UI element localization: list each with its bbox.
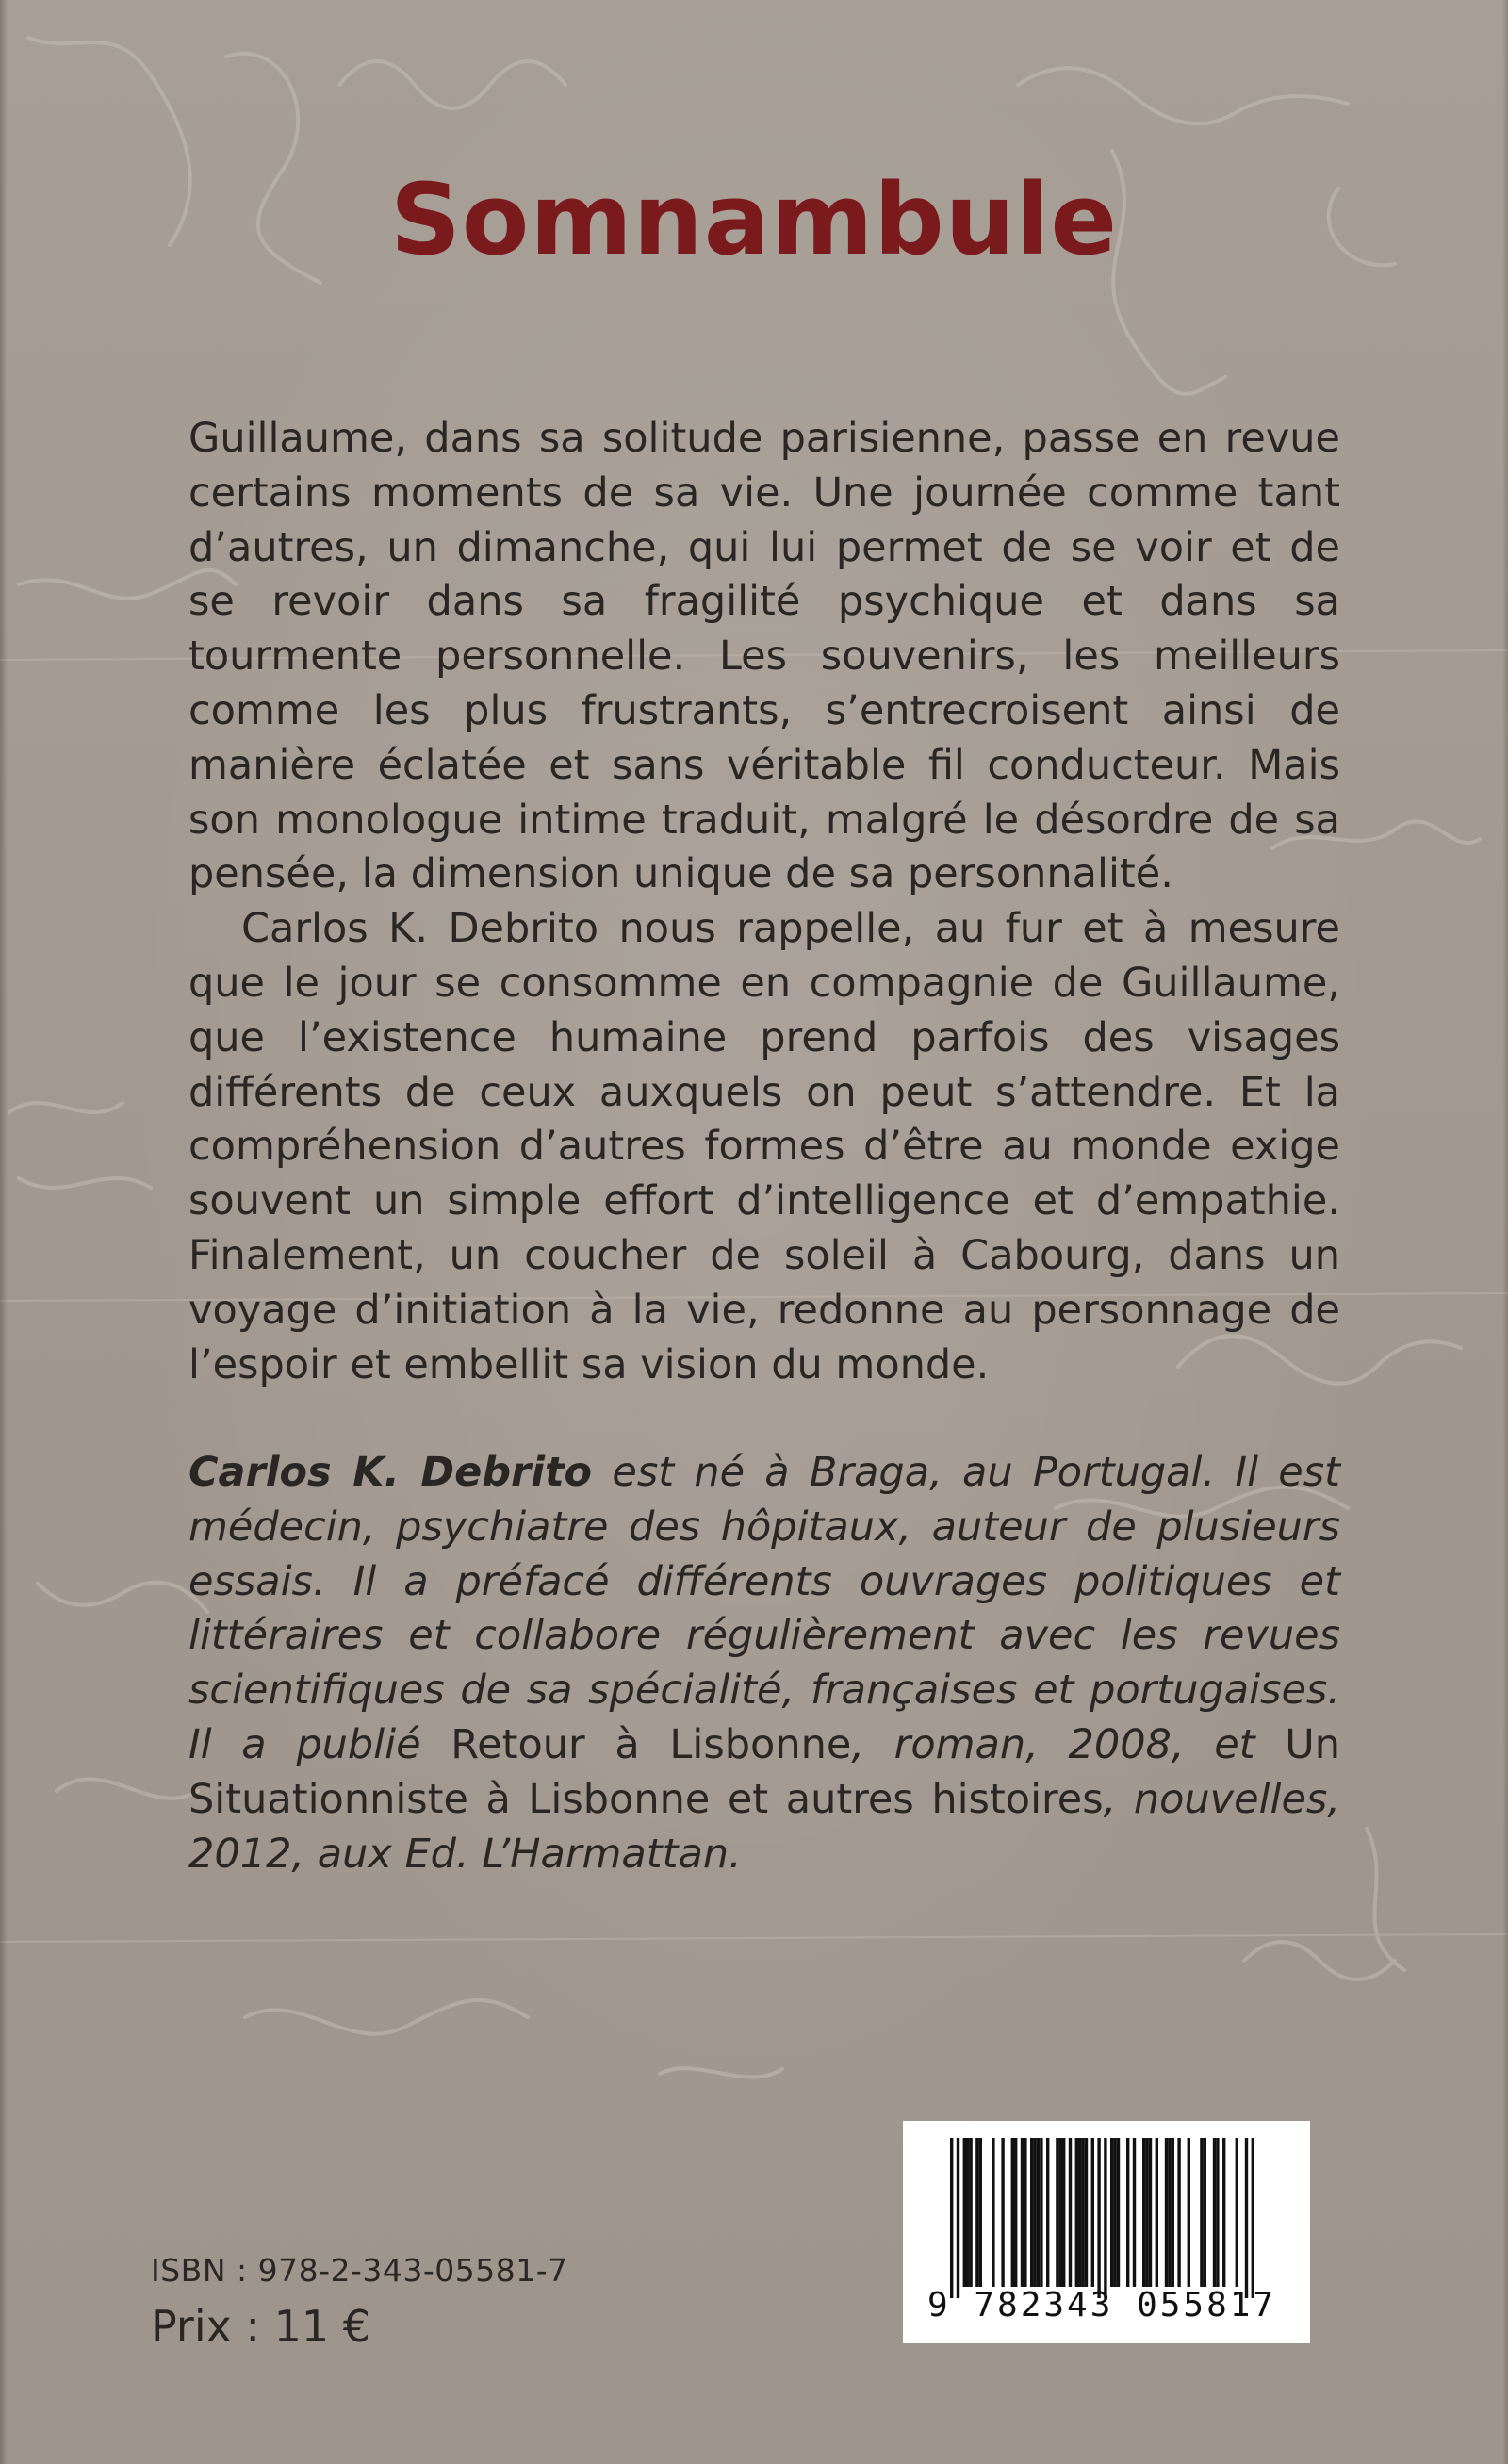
book-summary: [188, 412, 1340, 1392]
barcode-bar: [1200, 2138, 1203, 2287]
barcode-bar: [1104, 2138, 1106, 2298]
barcode-bar: [969, 2138, 972, 2287]
barcode-bar: [1062, 2138, 1065, 2287]
author-name: Carlos K. Debrito: [188, 1449, 593, 1496]
barcode-bar: [1021, 2138, 1024, 2287]
barcode-bar: [957, 2138, 959, 2298]
barcode-bar: [1059, 2138, 1062, 2287]
summary-paragraph-1: Guillaume, dans sa solitude parisienne, passe en revue certains moments de sa vie. Une journée comme tant d’autres, un dimanche, qui lui permet de se voir et de se revoir dans sa fragilité psychique et dans sa tourmente personnelle. Les souvenirs, les meilleurs comme les plus frustrants, s’entrecroisent ainsi de manière éclatée et sans véritable fil conducteur. Mais son monologue intime traduit, malgré le désordre de sa pensée, la dimension unique de sa personnalité.: [188, 415, 1340, 898]
barcode-bar: [1177, 2138, 1180, 2287]
barcode-bar: [1040, 2138, 1042, 2287]
barcode-bar: [1078, 2138, 1081, 2287]
barcode-bar: [1213, 2138, 1216, 2287]
barcode-bar: [1110, 2138, 1113, 2287]
barcode-bar: [1252, 2138, 1254, 2298]
book-title: Somnambule: [390, 162, 1118, 277]
summary-paragraph-2: Carlos K. Debrito nous rappelle, au fur et à mesure que le jour se consomme en compagnie de Guillaume, que l’existence humaine prend parfois des visages différents de ceux auxquels on peut s’attendre. Et la compréhension d’autres formes d’être au monde exige souvent un simple effort d’intelligence et d’empathie. Finalement, un coucher de soleil à Cabourg, dans un voyage d’initiation à la vie, redonne au personnage de l’espoir et embellit sa vision du monde.: [188, 905, 1340, 1388]
edge-shadow: [1502, 0, 1508, 2464]
barcode: [903, 2121, 1310, 2343]
barcode-bar: [979, 2138, 982, 2287]
barcode-bar: [992, 2138, 994, 2287]
barcode-bar: [1046, 2138, 1049, 2287]
barcode-bar: [1188, 2138, 1190, 2287]
barcode-bar: [1236, 2138, 1238, 2287]
barcode-bar: [1081, 2138, 1084, 2287]
barcode-bar: [1030, 2138, 1033, 2287]
barcode-bar: [975, 2138, 978, 2287]
barcode-bar: [1056, 2138, 1058, 2287]
barcode-digits: 9 782343 055817: [927, 2286, 1277, 2324]
barcode-bar: [1117, 2138, 1120, 2287]
barcode-bar: [1097, 2138, 1100, 2298]
barcode-bar: [966, 2138, 969, 2287]
barcode-bar: [1024, 2138, 1026, 2287]
barcode-bar: [950, 2138, 953, 2298]
barcode-bar: [1245, 2138, 1248, 2298]
spine-shadow: [0, 0, 8, 2464]
isbn-label: ISBN : 978-2-343-05581-7: [151, 2252, 568, 2289]
barcode-bar: [1001, 2138, 1004, 2287]
barcode-bar: [1165, 2138, 1168, 2287]
barcode-bar: [1142, 2138, 1145, 2287]
barcode-bar: [1075, 2138, 1078, 2287]
barcode-bar: [1145, 2138, 1148, 2287]
barcode-bar: [1216, 2138, 1219, 2287]
barcode-bar: [1033, 2138, 1036, 2287]
barcode-bar: [1168, 2138, 1171, 2287]
barcode-bar: [1156, 2138, 1158, 2287]
barcode-bar: [1069, 2138, 1072, 2287]
barcode-bar: [1014, 2138, 1017, 2287]
bio-text-3: , nouvelles, 2012, aux Ed. L’Harmattan.: [188, 1775, 1340, 1878]
barcode-bar: [1149, 2138, 1152, 2287]
bio-text-1: est né à Braga, au Portugal. Il est médecin, psychiatre des hôpitaux, auteur de plusieurs essais. Il a préfacé différents ouvrages politiques et littéraires et collabore régulièrement avec les revues scientifiques de sa spécialité, françaises et portugaises. Il a publié: [188, 1449, 1340, 1768]
barcode-bar: [1172, 2138, 1174, 2287]
barcode-bar: [1113, 2138, 1116, 2287]
barcode-bar: [1133, 2138, 1136, 2287]
author-bio: [188, 1446, 1340, 1881]
barcode-bar: [1085, 2138, 1088, 2287]
barcode-bar: [963, 2138, 966, 2287]
work-title-1: Retour à Lisbonne: [451, 1720, 852, 1768]
barcode-bar: [1091, 2138, 1094, 2287]
bio-text-2: , roman, 2008, et: [851, 1720, 1286, 1768]
barcode-bar: [1222, 2138, 1225, 2287]
barcode-bar: [1011, 2138, 1014, 2287]
barcode-bar: [1204, 2138, 1206, 2287]
price-label: Prix : 11 €: [151, 2301, 371, 2352]
barcode-bar: [1126, 2138, 1129, 2287]
barcode-bar: [1037, 2138, 1040, 2287]
work-title-2: Un Situationniste à Lisbonne et autres histoires: [188, 1720, 1340, 1823]
